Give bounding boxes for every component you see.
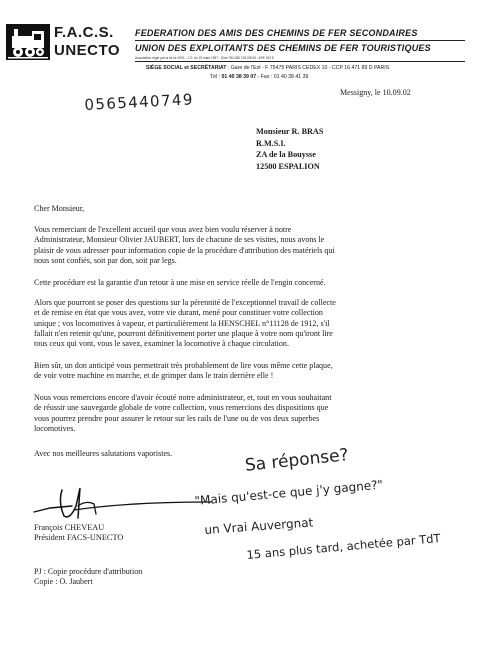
paragraph-line: de voir votre machine en marche, et de grimper dans le train derrière elle ! [34, 371, 274, 381]
paragraph-line: nous sont confiés, soit par don, soit par legs. [34, 255, 177, 265]
paragraph-line: unique ; vos locomotives à vapeur, et particulièrement la HENSCHEL n°11128 de 1912, s'il [34, 318, 330, 328]
place-date: Messigny, le 10.09.02 [340, 88, 411, 97]
paragraph-line: locomotives. [34, 423, 76, 433]
annotation-auvergnat: un Vrai Auvergnat [204, 515, 314, 537]
paragraph-line: de réussir une sauvegarde globale de votre collection, vous remercions des dispositions que [34, 403, 329, 413]
recipient-name: Monsieur R. BRAS [256, 127, 324, 136]
annotation-quote: "Mais qu'est-ce que j'y gagne?" [194, 477, 384, 508]
salutation: Cher Monsieur, [34, 204, 85, 213]
paragraph-line: Bien sûr, un don anticipé vous permettrait très probablement de lire vous même cette plaque, [34, 361, 333, 370]
paragraph-line: Alors que pourront se poser des questions sur la pérennité de l'exceptionnel travail de collecte [34, 298, 336, 307]
paragraph-5 [34, 393, 331, 434]
copy-line: Copie : O. Jaubert [34, 577, 93, 587]
signatory-title: Président FACS-UNECTO [34, 533, 124, 543]
paragraph-2 [34, 278, 326, 288]
association-note: Association régie par la loi de 1901 - J.O. du 19 mars 1957 - Siret 784 286 718 00019 - APE 913 E [135, 56, 275, 60]
federation-name: FEDERATION DES AMIS DES CHEMINS DE FER SECONDAIRES [135, 28, 418, 38]
annotation-response: Sa réponse? [244, 445, 350, 476]
paragraph-line: et de remise en état que vous avez, votre vie durant, mené pour constituer votre collection [34, 308, 323, 318]
siege-label: SIÈGE SOCIAL et SECRÉTARIAT [146, 65, 227, 71]
paragraph-4 [34, 361, 333, 382]
tel-label: Tél : [210, 74, 222, 80]
closing-line: Avec nos meilleures salutations vaporistes. [34, 449, 173, 458]
paragraph-3 [34, 298, 336, 349]
recipient-company: R.M.S.I. [256, 138, 286, 148]
siege-address: : Gare de l'Est - F 75475 PARIS CEDEX 10 - CCP 16 471 89 D PARIS [226, 65, 390, 71]
siege-line [146, 65, 389, 71]
recipient-block [256, 126, 323, 173]
annotation-later: 15 ans plus tard, achetée par TdT [246, 531, 442, 562]
attachments-block [34, 567, 142, 588]
contact-line [210, 74, 308, 80]
org-name-unecto: UNECTO [54, 42, 121, 59]
paragraph-line: tous ceux qui vont, vous le savez, examiner la locomotive à chaque circulation. [34, 339, 289, 349]
paragraph-line: plaisir de vous adresser pour information copie de la procédure d'attribution des matériels qui [34, 245, 335, 255]
header-rule-bottom [135, 61, 465, 62]
paragraph-line: Cette procédure est la garantie d'un retour à une mise en service réelle de l'engin concerné. [34, 278, 326, 287]
locomotive-logo-icon [6, 24, 50, 60]
tel-value: 01 40 38 39 07 [221, 74, 257, 80]
signatory-name: François CHEVEAU [34, 523, 105, 532]
fax-text: - Fax : 01 40 38 41 39 [256, 74, 309, 80]
paragraph-line: Administrateur, Monsieur Olivier JAUBERT, lors de chacune de ses visites, nous avons le [34, 235, 325, 245]
handwritten-signature [28, 480, 218, 524]
union-name: UNION DES EXPLOITANTS DES CHEMINS DE FER TOURISTIQUES [135, 43, 431, 53]
header-rule-top [135, 40, 465, 41]
paragraph-1 [34, 225, 335, 266]
paragraph-line: Nous vous remercions encore d'avoir écouté notre administrateur, et, tout en vous souhaitant [34, 393, 332, 402]
org-name-facs: F.A.C.S. [54, 24, 114, 41]
paragraph-line: vous pourrez prendre pour assurer le retour sur les rails de l'une ou de vos deux superbes [34, 413, 320, 423]
recipient-city: 12500 ESPALION [256, 162, 320, 172]
recipient-street: ZA de la Bouysse [256, 150, 316, 160]
paragraph-line: Vous remerciant de l'excellent accueil que vous avez bien voulu réserver à notre [34, 225, 292, 234]
handwritten-phone-number: 0565440749 [84, 90, 195, 114]
paragraph-line: fallait n'en retenir qu'une, pourront définitivement porter une plaque à votre nom qu'iront lire [34, 328, 333, 338]
attachment-line: PJ : Copie procédure d'attribution [34, 567, 143, 576]
signatory-block [34, 523, 123, 544]
